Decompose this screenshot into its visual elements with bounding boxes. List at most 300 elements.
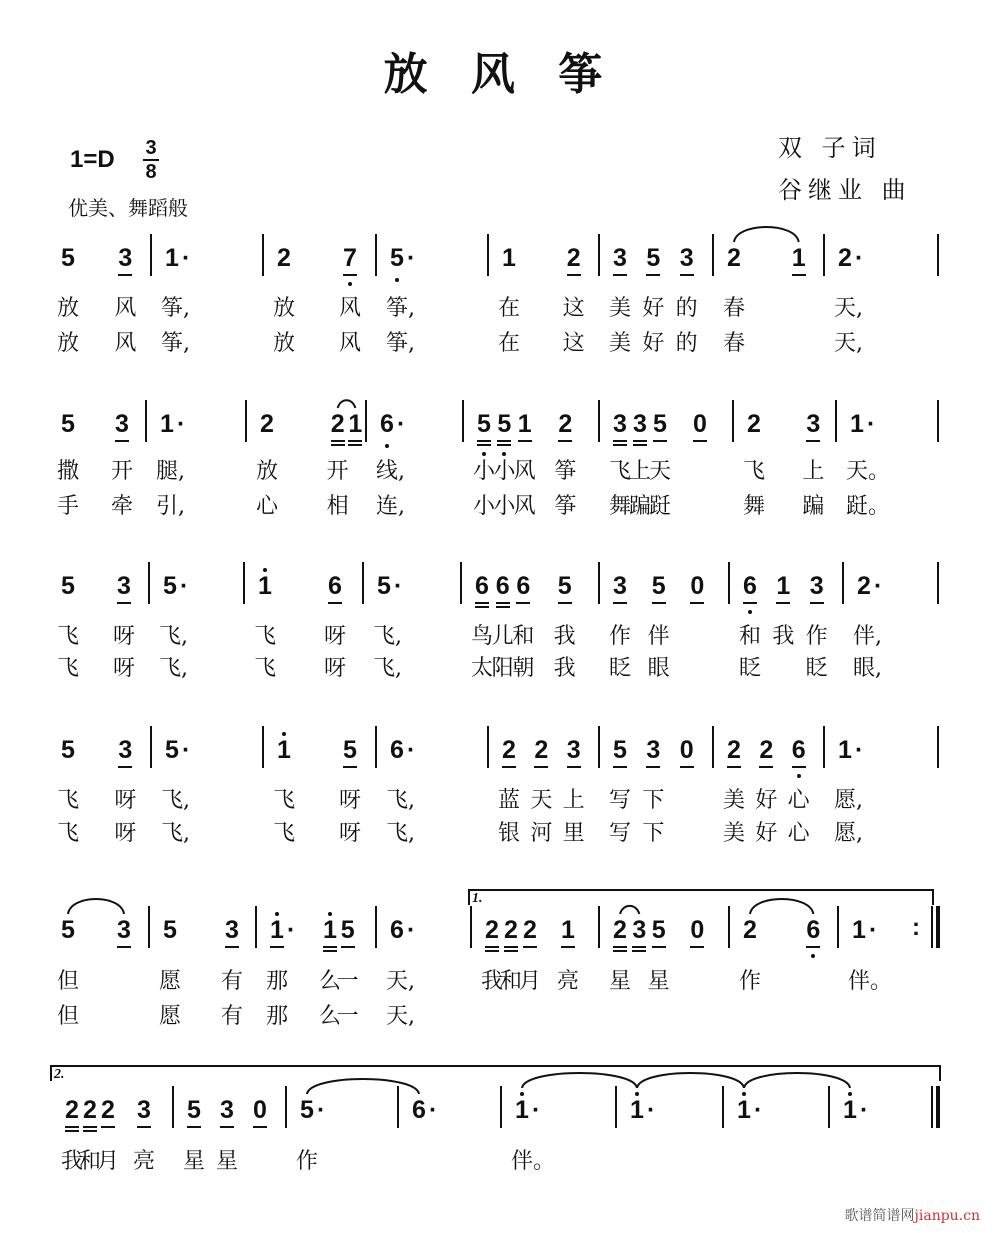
lyric: 呀 [324, 656, 347, 681]
barline [262, 726, 264, 768]
underline [613, 444, 627, 446]
lyric: 写 [609, 788, 632, 813]
note-digit: 0 [693, 410, 707, 438]
lyric: 手 [57, 494, 80, 519]
barline [285, 1086, 287, 1128]
lyric: 连, [376, 494, 405, 519]
underline [633, 440, 647, 442]
lyric: 作 [805, 624, 828, 649]
note-digit: 5 [557, 572, 572, 600]
song-title: 放 风 筝 [383, 49, 617, 100]
barline [937, 234, 939, 276]
note-digit: 3 [137, 1096, 151, 1124]
lyric: 眨 [805, 656, 828, 681]
note [533, 736, 549, 764]
note-digit: 5 [340, 916, 355, 944]
note-digit: 2 [558, 410, 573, 438]
lyric: 呀 [339, 821, 362, 846]
lyric: 放 [273, 331, 296, 356]
note-digit: 2 [260, 410, 274, 438]
underline [83, 1126, 97, 1128]
underline [331, 444, 345, 446]
underline [561, 946, 575, 948]
lyric: 伴, [853, 624, 882, 649]
lyric: 的 [675, 296, 698, 321]
barline [598, 906, 600, 948]
lyric: 上 [802, 459, 825, 484]
note-digit: 3 [809, 572, 824, 600]
lyric: 舞 [609, 494, 632, 519]
augmentation-dot: · [874, 572, 883, 600]
time-top: 3 [145, 137, 157, 159]
note [856, 572, 883, 600]
lyric: 月 [519, 969, 542, 994]
lyric: 愿, [834, 821, 863, 846]
note-digit: 2 [566, 244, 581, 272]
underline [485, 946, 499, 948]
underline [792, 766, 806, 768]
lyric: 放 [273, 296, 296, 321]
note [679, 736, 695, 764]
final-barline [936, 906, 940, 948]
note [60, 572, 76, 600]
underline [613, 602, 627, 604]
barline [615, 1086, 617, 1128]
lyric: 放 [57, 296, 80, 321]
lyric: 鸟 [471, 624, 494, 649]
note [117, 244, 133, 272]
note-digit: 3 [220, 1096, 234, 1124]
note [612, 736, 628, 764]
lyric: 和 [512, 624, 535, 649]
note-digit: 3 [117, 916, 131, 944]
barline [365, 400, 367, 442]
lyric: 下 [642, 821, 665, 846]
barline [732, 400, 734, 442]
barline [823, 234, 825, 276]
underline [613, 950, 627, 952]
note-digit: 0 [679, 736, 694, 764]
high-octave-dot [275, 912, 279, 916]
note [60, 410, 76, 438]
barline [375, 906, 377, 948]
lyric: 好 [755, 788, 778, 813]
note-digit: 1 [737, 1096, 751, 1124]
barline [598, 234, 600, 276]
note-digit: 1 [850, 410, 864, 438]
note [347, 410, 363, 438]
lyric: 作 [609, 624, 632, 649]
lyric: 开 [111, 459, 134, 484]
lyric: 这 [562, 296, 585, 321]
lyric: 飞 [254, 656, 277, 681]
note [219, 1096, 235, 1124]
lyric: 蓝 [498, 788, 521, 813]
underline [323, 946, 337, 948]
underline [118, 274, 132, 276]
note [495, 572, 511, 600]
high-octave-dot [282, 732, 286, 736]
lyric: 月 [97, 1149, 120, 1174]
note-digit: 5 [651, 916, 666, 944]
underline [65, 1126, 79, 1128]
lyric: 银 [498, 821, 521, 846]
note [736, 1096, 763, 1124]
lyric: 我 [553, 656, 576, 681]
key-signature: 1=D [70, 146, 115, 173]
lyric: 伴。 [511, 1149, 556, 1174]
lyric: 风 [339, 331, 362, 356]
lyric: 美 [609, 296, 632, 321]
note [805, 410, 821, 438]
lyric: 这 [562, 331, 585, 356]
note [164, 244, 191, 272]
underline [652, 946, 666, 948]
note-digit: 1 [258, 572, 272, 600]
barline [470, 906, 472, 948]
lyric: 天, [386, 1004, 415, 1029]
underline [477, 440, 491, 442]
augmentation-dot: · [394, 572, 403, 600]
note-digit: 3 [118, 244, 133, 272]
underline [343, 766, 357, 768]
lyric: 筝 [554, 459, 577, 484]
lyric: 飞 [57, 624, 80, 649]
lyric: 小 [493, 459, 516, 484]
lyric: 风 [339, 296, 362, 321]
underline [475, 606, 489, 608]
note-digit: 1 [165, 244, 179, 272]
note [340, 916, 356, 944]
underline [253, 1126, 267, 1128]
barline [835, 400, 837, 442]
lyric: 亮 [133, 1149, 156, 1174]
underline [680, 766, 694, 768]
lyric: 么 [319, 969, 342, 994]
lyric: 有 [221, 1004, 244, 1029]
barline [937, 562, 939, 604]
note-digit: 1 [852, 916, 866, 944]
note [476, 410, 492, 438]
lyric: 小 [473, 459, 496, 484]
lyric: 春 [723, 331, 746, 356]
note-digit: 6 [791, 736, 806, 764]
note [566, 244, 582, 272]
lyric: 呀 [113, 656, 136, 681]
augmentation-dot: · [407, 736, 416, 764]
underline [613, 440, 627, 442]
note-digit: 6 [495, 572, 510, 600]
note-digit: 3 [806, 410, 821, 438]
note [791, 244, 807, 272]
note [560, 916, 576, 944]
barline [375, 234, 377, 276]
note-digit: 2 [534, 736, 549, 764]
underline [806, 440, 820, 442]
underline [220, 1126, 234, 1128]
note [645, 244, 661, 272]
high-octave-dot [848, 1092, 852, 1096]
underline [118, 766, 132, 768]
underline [690, 946, 704, 948]
lyric: 春 [723, 296, 746, 321]
lyric: 天 [649, 459, 672, 484]
note [612, 572, 628, 600]
lyric: 引, [156, 494, 185, 519]
augmentation-dot: · [407, 916, 416, 944]
lyric: 放 [57, 331, 80, 356]
note-digit: 5 [343, 736, 357, 764]
underline [117, 602, 131, 604]
note [517, 410, 533, 438]
note-digit: 2 [857, 572, 871, 600]
note-digit: 2 [65, 1096, 79, 1124]
lyric: 和 [79, 1149, 102, 1174]
note [791, 736, 807, 764]
note [299, 1096, 326, 1124]
note [851, 916, 878, 944]
note-digit: 5 [646, 244, 661, 272]
barline [712, 726, 714, 768]
high-octave-dot [328, 912, 332, 916]
note [342, 244, 358, 272]
note-digit: 5 [651, 572, 666, 600]
lyric: 飞 [57, 821, 80, 846]
barline [712, 234, 714, 276]
volta-bracket [50, 1065, 941, 1081]
note-digit: 2 [727, 244, 741, 272]
augmentation-dot: · [177, 410, 186, 438]
note-digit: 3 [632, 916, 647, 944]
note-digit: 2 [613, 916, 627, 944]
underline [477, 444, 491, 446]
lyric: 撒 [57, 459, 80, 484]
note-digit: 6 [412, 1096, 426, 1124]
underline [331, 440, 345, 442]
note-digit: 2 [504, 916, 518, 944]
augmentation-dot: · [647, 1096, 656, 1124]
lyric: 飞 [609, 459, 632, 484]
barline [460, 562, 462, 604]
note [651, 916, 667, 944]
lyric: 但 [57, 1004, 80, 1029]
lyric: 飞, [373, 656, 402, 681]
augmentation-dot: · [860, 1096, 869, 1124]
low-octave-dot [797, 774, 801, 778]
note-digit: 0 [690, 916, 705, 944]
barline [500, 1086, 502, 1128]
augmentation-dot: · [182, 736, 191, 764]
note [612, 410, 628, 438]
underline [652, 602, 666, 604]
note [652, 410, 668, 438]
barline [823, 726, 825, 768]
note [805, 916, 821, 944]
lyric: 飞 [254, 624, 277, 649]
lyric: 在 [498, 296, 521, 321]
note-digit: 5 [477, 410, 491, 438]
barline [245, 400, 247, 442]
lyric: 天, [834, 296, 863, 321]
low-octave-dot [395, 278, 399, 282]
lyric: 上 [562, 788, 585, 813]
note-digit: 1 [791, 244, 806, 272]
note-digit: 3 [613, 244, 627, 272]
barline [931, 1086, 933, 1128]
underline [504, 946, 518, 948]
tie-arc [68, 899, 124, 914]
note-digit: 6 [806, 916, 821, 944]
barline [172, 1086, 174, 1128]
lyric: 愿 [159, 1004, 182, 1029]
lyricist: 双 子词 [778, 134, 882, 162]
underline [646, 766, 660, 768]
lyric: 心 [787, 821, 810, 846]
note-digit: 5 [377, 572, 391, 600]
underline [567, 274, 581, 276]
watermark-site: 歌谱简谱网 [844, 1208, 915, 1224]
note [100, 1096, 116, 1124]
note [376, 572, 403, 600]
lyric: 筝 [554, 494, 577, 519]
underline [117, 946, 131, 948]
note [389, 244, 416, 272]
lyric: 好 [642, 331, 665, 356]
note [162, 572, 189, 600]
composer: 谷继业 曲 [778, 176, 912, 204]
lyric: 和 [500, 969, 523, 994]
lyric: 呀 [113, 624, 136, 649]
augmentation-dot: · [317, 1096, 326, 1124]
note-digit: 6 [743, 572, 757, 600]
note [60, 244, 76, 272]
note [136, 1096, 152, 1124]
underline [613, 274, 627, 276]
lyric: 么 [319, 1004, 342, 1029]
underline [516, 602, 530, 604]
lyric: 飞, [373, 624, 402, 649]
lyric: 腿, [156, 459, 185, 484]
note [501, 244, 517, 272]
final-barline [936, 1086, 940, 1128]
note [60, 736, 76, 764]
note-digit: 1 [160, 410, 174, 438]
lyric: 呀 [339, 788, 362, 813]
time-bottom: 8 [143, 159, 159, 183]
note [269, 916, 296, 944]
note-digit: 3 [633, 410, 647, 438]
note [252, 1096, 268, 1124]
note-digit: 3 [118, 736, 133, 764]
lyric: 呀 [114, 788, 137, 813]
note [164, 736, 191, 764]
note-digit: 1 [348, 410, 363, 438]
underline [115, 440, 129, 442]
note [522, 916, 538, 944]
lyric: 美 [723, 821, 746, 846]
note [60, 916, 76, 944]
low-octave-dot [748, 610, 752, 614]
note [503, 916, 519, 944]
lyric: 飞 [743, 459, 766, 484]
lyric: 我 [772, 624, 795, 649]
note-digit: 5 [61, 244, 75, 272]
note-digit: 2 [83, 1096, 97, 1124]
note-digit: 2 [523, 916, 537, 944]
lyric: 眨 [739, 656, 762, 681]
lyric: 风 [513, 494, 536, 519]
lyric: 我 [481, 969, 504, 994]
volta-label: 1. [472, 891, 483, 906]
note [692, 410, 708, 438]
barline [462, 400, 464, 442]
note-digit: 6 [390, 916, 404, 944]
note-digit: 5 [163, 572, 177, 600]
underline [680, 274, 694, 276]
underline [632, 946, 646, 948]
barline [262, 234, 264, 276]
lyric: 筝, [161, 296, 190, 321]
lyric: 星 [216, 1149, 239, 1174]
note [259, 410, 275, 438]
lyric: 太 [471, 656, 494, 681]
augmentation-dot: · [754, 1096, 763, 1124]
note [651, 572, 667, 600]
underline [341, 946, 355, 948]
tie-arc [338, 400, 356, 408]
underline [328, 602, 342, 604]
note [276, 736, 292, 764]
lyric: 呀 [324, 624, 347, 649]
note-digit: 3 [117, 572, 131, 600]
lyric: 伴。 [848, 969, 893, 994]
lyric: 好 [755, 821, 778, 846]
lyric: 筝, [161, 331, 190, 356]
lyric: 舞 [743, 494, 766, 519]
underline [693, 440, 707, 442]
underline [343, 274, 357, 276]
note [342, 736, 358, 764]
underline [792, 274, 806, 276]
barline [397, 1086, 399, 1128]
underline [496, 606, 510, 608]
note [496, 410, 512, 438]
lyric: 星 [647, 969, 670, 994]
underline [810, 602, 824, 604]
note [276, 244, 292, 272]
lyric: 星 [609, 969, 632, 994]
lyric: 写 [609, 821, 632, 846]
note-digit: 5 [497, 410, 512, 438]
underline [187, 1126, 201, 1128]
note [689, 572, 705, 600]
lyric: 下 [642, 788, 665, 813]
lyric: 亮 [557, 969, 580, 994]
note-digit: 3 [613, 410, 627, 438]
note [162, 916, 178, 944]
note-digit: 5 [165, 736, 179, 764]
lyric: 风 [114, 296, 137, 321]
note-digit: 5 [61, 916, 75, 944]
lyric: 和 [739, 624, 762, 649]
note-digit: 3 [225, 916, 239, 944]
underline [502, 766, 516, 768]
underline [485, 950, 499, 952]
tie-arc [734, 227, 799, 242]
lyric: 眼, [853, 656, 882, 681]
underline [348, 440, 362, 442]
underline [497, 444, 511, 446]
